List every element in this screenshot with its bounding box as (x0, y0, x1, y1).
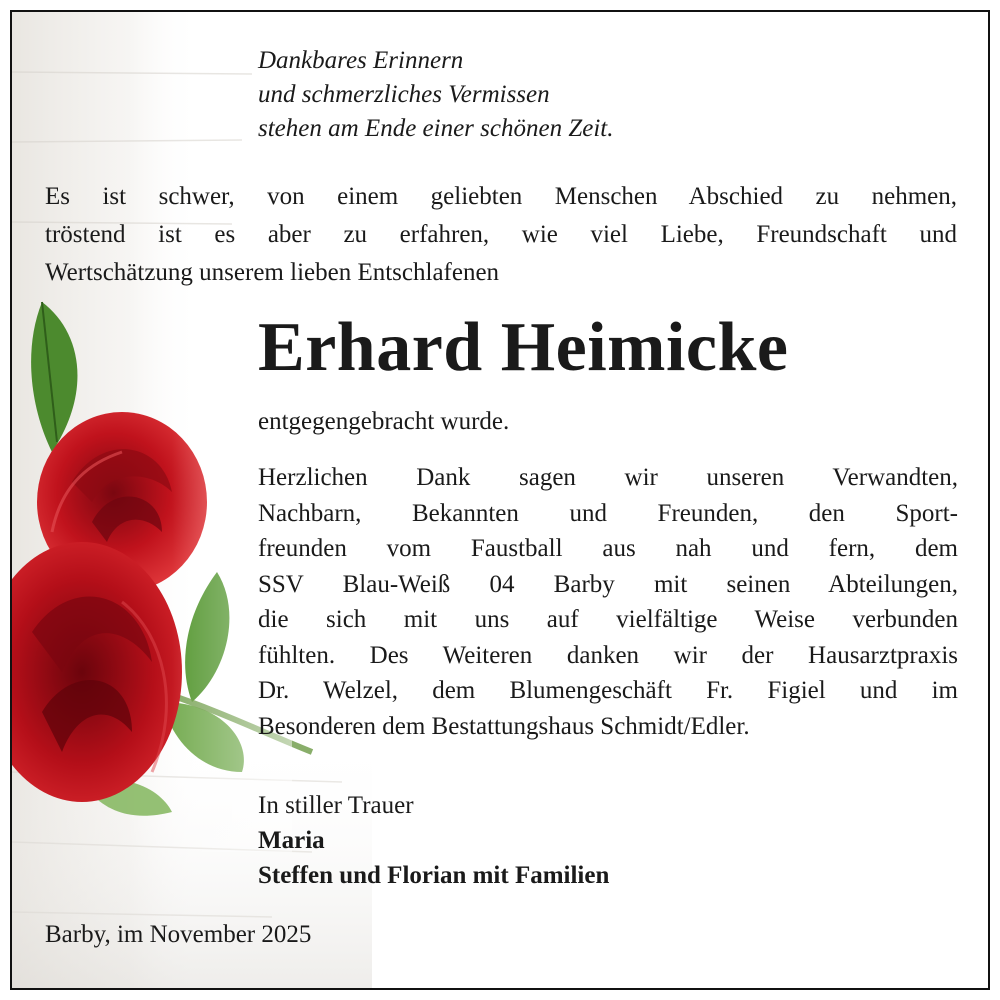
signoff (258, 788, 609, 893)
motto (258, 44, 613, 146)
thanks-line: freunden vom Faustball aus nah und fern, dem (258, 535, 958, 562)
obituary-card (10, 10, 990, 990)
signoff-name: Steffen und Florian mit Familien (258, 862, 610, 889)
thanks-line: SSV Blau-Weiß 04 Barby mit seinen Abteilungen, (258, 570, 958, 598)
thanks-line: Nachbarn, Bekannten und Freunden, den Sport- (258, 499, 958, 527)
thanks-line: Besonderen dem Bestattungshaus Schmidt/Edler. (258, 712, 750, 740)
thanks-line: die sich mit uns auf vielfältige Weise verbunden (258, 606, 958, 633)
thanks-line: fühlten. Des Weiteren danken wir der Hausarztpraxis (258, 641, 958, 669)
intro-line: Es ist schwer, von einem geliebten Menschen Abschied zu nehmen, (45, 183, 957, 210)
signoff-name: Maria (258, 827, 325, 854)
after-name-text: entgegengebracht wurde. (258, 408, 510, 435)
motto-line: und schmerzliches Vermissen (258, 81, 550, 108)
thanks-text (258, 460, 958, 744)
intro-text (45, 178, 957, 292)
thanks-line: Herzlichen Dank sagen wir unseren Verwandten, (258, 464, 958, 491)
intro-line: tröstend ist es aber zu erfahren, wie viel Liebe, Freundschaft und (45, 221, 957, 248)
motto-line: stehen am Ende einer schönen Zeit. (258, 115, 614, 142)
place-date: Barby, im November 2025 (45, 921, 312, 948)
intro-line: Wertschätzung unserem lieben Entschlafenen (45, 259, 500, 286)
deceased-name: Erhard Heimicke (258, 309, 789, 386)
signoff-intro: In stiller Trauer (258, 792, 414, 819)
thanks-line: Dr. Welzel, dem Blumengeschäft Fr. Figiel und im (258, 677, 958, 704)
motto-line: Dankbares Erinnern (258, 47, 464, 74)
